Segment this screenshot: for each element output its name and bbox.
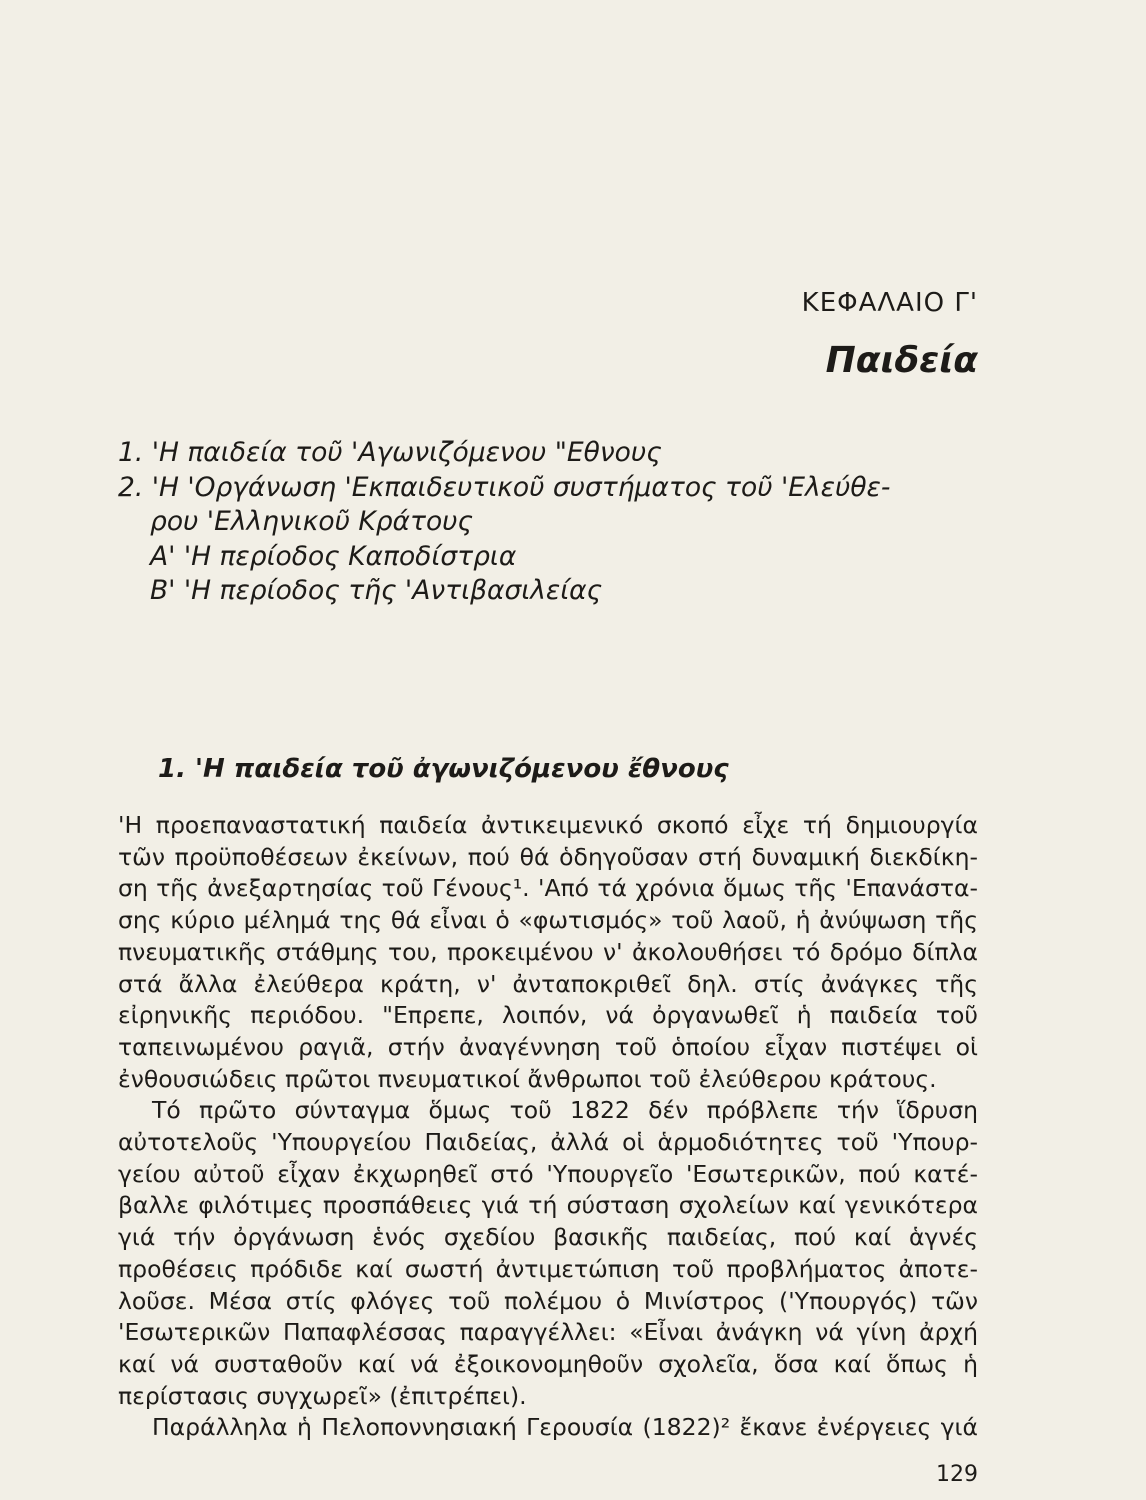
toc-subitem: Β' 'Η περίοδος τῆς 'Αντιβασιλείας (150, 575, 603, 606)
text-line: 'Η προεπαναστατική παιδεία ἀντικειμενικό σκοπό εἶχε τή δημιουργία (118, 811, 978, 839)
text-line: σης κύριο μέλημά της θά εἶναι ὁ «φωτισμός» τοῦ λαοῦ, ἡ ἀνύψωση τῆς (118, 906, 978, 935)
text-line: 'Εσωτερικῶν Παπαφλέσσας παραγγέλλει: «Εἶναι ἀνάγκη νά γίνη ἀρχή (118, 1318, 978, 1347)
text-line: στά ἄλλα ἐλεύθερα κράτη, ν' ἀνταποκριθεῖ δηλ. στίς ἀνάγκες τῆς (118, 969, 978, 998)
text-line: Παράλληλα ἡ Πελοποννησιακή Γερουσία (1822)² ἔκανε ἐνέργειες γιά (152, 1413, 978, 1442)
text-line: καί νά συσταθοῦν καί νά ἐξοικονομηθοῦν σχολεῖα, ὅσα καί ὅπως ἡ (118, 1349, 978, 1378)
toc-item: 2. 'Η 'Οργάνωση 'Εκπαιδευτικοῦ συστήματος τοῦ 'Ελεύθε- (118, 471, 891, 503)
text-line: ταπεινωμένου ραγιᾶ, στήν ἀναγέννηση τοῦ ὁποίου εἶχαν πιστέψει οἱ (118, 1032, 978, 1061)
text-line: ση τῆς ἀνεξαρτησίας τοῦ Γένους¹. 'Από τά χρόνια ὅμως τῆς 'Επανάστα- (118, 874, 978, 903)
text-line: βαλλε φιλότιμες προσπάθειες γιά τή σύσταση σχολείων καί γενικότερα (118, 1191, 978, 1220)
text-line: προθέσεις πρόδιδε καί σωστή ἀντιμετώπιση τοῦ προβλήματος ἀποτε- (118, 1254, 978, 1283)
body-text (118, 810, 978, 1444)
chapter-title: Παιδεία (825, 340, 978, 381)
text-line: περίστασις συγχωρεῖ» (ἐπιτρέπει). (118, 1381, 527, 1410)
chapter-contents (118, 436, 978, 609)
toc-item: 1. 'Η παιδεία τοῦ 'Αγωνιζόμενου "Εθνους (118, 437, 662, 468)
text-line: αὐτοτελοῦς 'Υπουργείου Παιδείας, ἀλλά οἱ ἁρμοδιότητες τοῦ 'Υπουρ- (118, 1128, 978, 1157)
text-line: γιά τήν ὀργάνωση ἑνός σχεδίου βασικῆς παιδείας, πού καί ἁγνές (118, 1223, 978, 1252)
text-line: ἐνθουσιώδεις πρῶτοι πνευματικοί ἄνθρωποι τοῦ ἐλεύθερου κράτους. (118, 1064, 937, 1093)
text-line: λοῦσε. Μέσα στίς φλόγες τοῦ πολέμου ὁ Μινίστρος ('Υπουργός) τῶν (118, 1286, 978, 1315)
text-line: τῶν προϋποθέσεων ἐκείνων, πού θά ὁδηγοῦσαν στή δυναμική διεκδίκη- (118, 842, 978, 871)
toc-item-continuation: ρου 'Ελληνικοῦ Κράτους (150, 506, 474, 537)
toc-subitem: Α' 'Η περίοδος Καποδίστρια (150, 540, 517, 572)
text-line: εἰρηνικῆς περιόδου. "Επρεπε, λοιπόν, νά ὀργανωθεῖ ἡ παιδεία τοῦ (118, 1001, 978, 1030)
text-line: Τό πρῶτο σύνταγμα ὅμως τοῦ 1822 δέν πρόβλεπε τήν ἵδρυση (152, 1096, 978, 1125)
text-line: πνευματικῆς στάθμης του, προκειμένου ν' ἀκολουθήσει τό δρόμο δίπλα (118, 937, 978, 966)
text-line: γείου αὐτοῦ εἶχαν ἐκχωρηθεῖ στό 'Υπουργεῖο 'Εσωτερικῶν, πού κατέ- (118, 1159, 978, 1188)
section-heading: 1. 'Η παιδεία τοῦ ἀγωνιζόμενου ἔθνους (158, 754, 729, 784)
chapter-label: ΚΕΦΑΛΑΙΟ Γ' (801, 288, 978, 318)
page-number: 129 (936, 1462, 978, 1487)
